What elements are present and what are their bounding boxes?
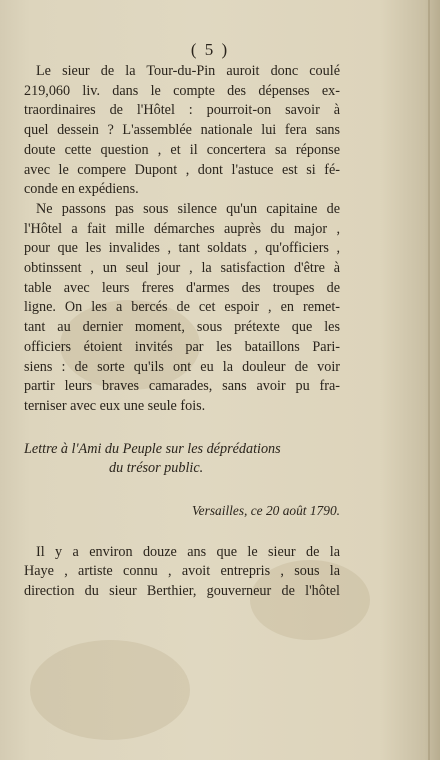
text-line: Il y a environ douze ans que le sieur de la	[36, 543, 340, 560]
page-number: ( 5 )	[190, 40, 230, 59]
text-line: conde en expédiens.	[24, 181, 139, 198]
paragraph-1	[24, 62, 340, 200]
letter-paragraph	[24, 543, 340, 602]
text-line: 219,060 liv. dans le compte des dépenses ex-	[24, 82, 340, 99]
text-line: traordinaires de l'Hôtel : pourroit-on savoir à	[24, 102, 340, 119]
page-body	[24, 62, 340, 602]
text-line: Haye , artiste connu , avoit entrepris , sous la	[24, 563, 340, 580]
paper-stain	[30, 640, 190, 740]
heading-line: Lettre à l'Ami du Peuple sur les déprédations	[24, 440, 281, 457]
text-line: Ne passons pas sous silence qu'un capitaine de	[36, 200, 340, 217]
text-line: direction du sieur Berthier, gouverneur de l'hôtel	[24, 583, 340, 600]
text-line: table avec leurs freres d'armes des troupes de	[24, 279, 340, 296]
text-line: tant au dernier moment, sous prétexte que les	[24, 319, 340, 336]
heading-line: du trésor public.	[109, 460, 204, 477]
text-line: ligne. On les a bercés de cet espoir , en remet-	[24, 299, 340, 316]
text-line: obtinssent , un seul jour , la satisfaction d'être à	[24, 260, 340, 277]
text-line: officiers étoient invités par les bataillons Pari-	[24, 338, 340, 355]
text-line: partir leurs braves camarades, sans avoir pu fra-	[24, 378, 340, 395]
dateline	[24, 501, 340, 521]
text-line: quel dessein ? L'assemblée nationale lui fera sans	[24, 122, 340, 139]
text-line: Le sieur de la Tour-du-Pin auroit donc coulé	[36, 63, 340, 79]
paragraph-2	[24, 200, 340, 417]
text-line: l'Hôtel a fait mille démarches auprès du major ,	[24, 220, 340, 237]
text-line: avec le compere Dupont , dont l'astuce est si fé-	[24, 161, 340, 178]
text-line: pour que les invalides , tant soldats , qu'officiers ,	[24, 240, 340, 257]
text-line: terniser avec eux une seule fois.	[24, 397, 206, 414]
page-fold-edge	[428, 0, 430, 760]
text-line: siens : de sorte qu'ils ont eu la douleur de voir	[24, 358, 340, 375]
section-heading	[24, 440, 340, 479]
text-line: doute cette question , et il concertera sa réponse	[24, 141, 340, 158]
dateline-text: Versailles, ce 20 août 1790.	[191, 503, 340, 519]
